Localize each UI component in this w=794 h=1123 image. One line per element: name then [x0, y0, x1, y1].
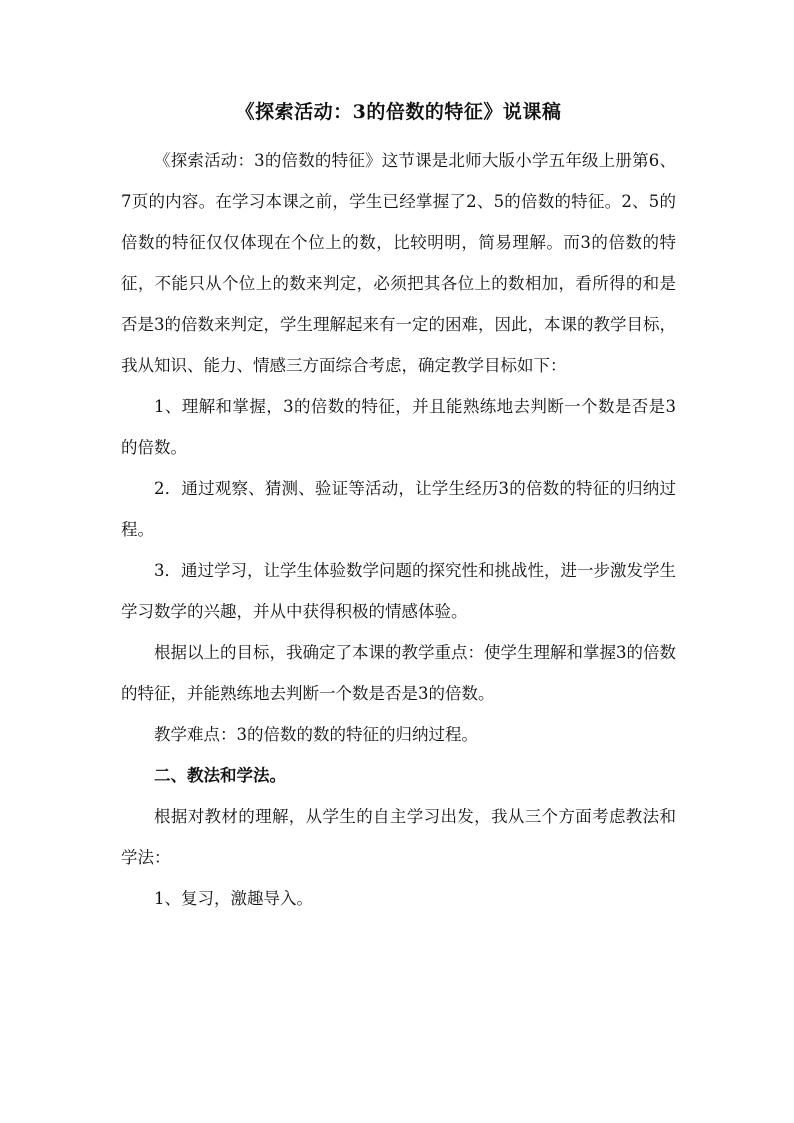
section-heading-methods: 二、教法和学法。	[154, 766, 286, 785]
difficulty-paragraph: 教学难点：3的倍数的数的特征的归纳过程。	[154, 725, 478, 744]
goal-1-paragraph: 1、理解和掌握，3的倍数的特征，并且能熟练地去判断一个数是否是3的倍数。	[121, 397, 676, 457]
goal-3-paragraph: 3．通过学习，让学生体验数学问题的探究性和挑战性，进一步激发学生学习数学的兴趣，并从中获得积极的情感体验。	[121, 561, 676, 621]
key-point-paragraph: 根据以上的目标，我确定了本课的教学重点：使学生理解和掌握3的倍数的特征，并能熟练地去判断一个数是否是3的倍数。	[121, 643, 676, 703]
method-1-paragraph: 1、复习，激趣导入。	[154, 889, 313, 908]
document-title: 《探索活动：3的倍数的特征》说课稿	[235, 101, 562, 123]
methods-intro-paragraph: 根据对教材的理解，从学生的自主学习出发，我从三个方面考虑教法和学法：	[121, 807, 676, 867]
goal-2-paragraph: 2．通过观察、猜测、验证等活动，让学生经历3的倍数的特征的归纳过程。	[121, 479, 676, 539]
intro-paragraph: 《探索活动：3的倍数的特征》这节课是北师大版小学五年级上册第6、7页的内容。在学习本课之前，学生已经掌握了2、5的倍数的特征。2、5的倍数的特征仅仅体现在个位上的数，比较明明，简易理解。而3的倍数的特征，不能只从个位上的数来判定，必须把其各位上的数相加，看所得的和是否是3的倍数来判定，学生理解起来有一定的困难，因此，本课的教学目标，我从知识、能力、情感三方面综合考虑，确定教学目标如下：	[121, 151, 676, 375]
